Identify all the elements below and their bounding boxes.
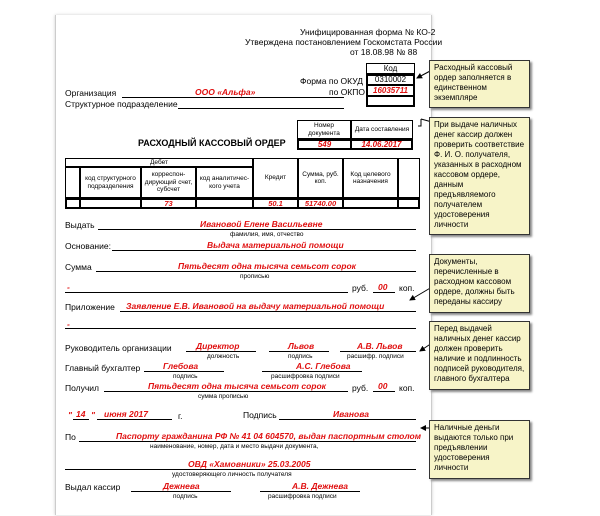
sum-label: Сумма: [65, 262, 92, 272]
date-quote-open: ": [68, 410, 73, 420]
cashier-name: А.В. Дежнева: [292, 481, 348, 491]
head-sub-name: расшифр. подписи: [347, 353, 404, 360]
col-analytic-header: код аналитичес-кого учета: [196, 167, 253, 198]
passport-sub: наименование, номер, дата и место выдачи документа,: [150, 443, 319, 450]
sum-words: Пятьдесят одна тысяча семьсот сорок: [178, 261, 356, 271]
received-label: Получил: [65, 383, 99, 393]
head-sign: Львов: [288, 341, 315, 351]
sign-label: Подпись: [243, 410, 277, 420]
sign-value: Иванова: [333, 409, 369, 419]
accountant-sign: Глебова: [163, 361, 199, 371]
date-quote-close: ": [91, 410, 96, 420]
passport-value: Паспорту гражданина РФ № 41 04 604570, выдан паспортным столом: [116, 431, 422, 441]
credit-value: 50.1: [253, 198, 298, 209]
issue-label: Выдать: [65, 220, 95, 230]
note-signatures: Перед выдачей наличных денег кассир должен проверить наличие и подлинность подписей руководителя, главного бухгалтера: [429, 321, 530, 390]
corr-account-value: 73: [141, 198, 196, 209]
form-header-line1: Унифицированная форма № КО-2: [300, 27, 436, 37]
cashier-label: Выдал кассир: [65, 482, 121, 492]
org-label: Организация: [65, 88, 117, 98]
col-credit-header: Кредит: [253, 158, 298, 198]
col-sum-header: Сумма, руб. коп.: [298, 158, 343, 198]
basis-value: Выдача материальной помощи: [207, 240, 344, 250]
note-check-identity: При выдаче наличных денег кассир должен проверить соответствие Ф. И. О. получателя, указанных в расходном кассовом ордере, данным предъявляемого получателем удостоверения личности: [429, 117, 530, 235]
okpo-value: 16035711: [366, 85, 415, 96]
date-year-suffix: г.: [178, 411, 183, 421]
attach-dash: -: [67, 319, 70, 329]
sum-kop-value: 00: [378, 282, 388, 292]
note-documents: Документы, перечисленные в расходном кассовом ордере, должны быть переданы кассиру: [429, 254, 530, 313]
doc-num-value: 549: [297, 139, 351, 150]
accountant-name: А.С. Глебова: [296, 361, 351, 371]
accountant-sub-sign: подпись: [173, 373, 198, 380]
okud-value: 0310002: [366, 74, 415, 85]
sum-sub: прописью: [240, 273, 270, 280]
passport-label: По: [65, 432, 76, 442]
received-rub: руб.: [352, 383, 369, 393]
okpo-label: по ОКПО: [329, 87, 365, 97]
head-sub-sign: подпись: [288, 353, 313, 360]
received-sub: сумма прописью: [198, 393, 249, 400]
passport-sub2: удостоверяющего личность получателя: [172, 471, 292, 478]
col-corr-header: корреспон-дирующий счет, субсчет: [141, 167, 196, 198]
col-target-header: Код целевого назначения: [343, 158, 398, 198]
col-struct-header: код структурного подразделения: [80, 167, 141, 198]
received-value: Пятьдесят одна тысяча семьсот сорок: [148, 381, 326, 391]
cashier-sign: Дежнева: [163, 481, 200, 491]
received-kop: коп.: [399, 383, 415, 393]
cashier-sub-sign: подпись: [173, 493, 198, 500]
org-value: ООО «Альфа»: [195, 87, 256, 97]
form-header-line2: Утверждена постановлением Госкомстата России: [245, 37, 443, 47]
doc-num-header: Номер документа: [297, 120, 351, 139]
issue-sub: фамилия, имя, отчество: [230, 231, 304, 238]
head-name: А.В. Львов: [357, 341, 403, 351]
accountant-sub-name: расшифровка подписи: [271, 373, 340, 380]
attach-value: Заявление Е.В. Ивановой на выдачу материальной помощи: [126, 301, 385, 311]
note-single-copy: Расходный кассовый ордер заполняется в единственном экземпляре: [429, 60, 530, 108]
debet-header: Дебет: [65, 158, 253, 167]
date-day: 14: [76, 409, 86, 419]
sum-value: 51740.00: [298, 198, 343, 209]
cashier-sub-name: расшифровка подписи: [268, 493, 337, 500]
basis-label: Основание:: [65, 241, 111, 251]
head-label: Руководитель организации: [65, 343, 172, 353]
attach-label: Приложение: [65, 302, 115, 312]
accountant-label: Главный бухгалтер: [65, 363, 141, 373]
struct-label: Структурное подразделение: [65, 99, 178, 109]
doc-date-header: Дата составления: [351, 120, 413, 139]
received-kop-value: 00: [378, 381, 388, 391]
issue-value: Ивановой Елене Васильевне: [200, 219, 323, 229]
note-cash-id: Наличные деньги выдаются только при предъявлении удостоверения личности: [429, 420, 530, 479]
date-month: июня 2017: [104, 409, 148, 419]
head-sub-position: должность: [207, 353, 240, 360]
doc-date-value: 14.06.2017: [351, 139, 413, 150]
sum-dash: -: [67, 282, 70, 292]
sum-kop: коп.: [399, 283, 415, 293]
kod-header: Код: [366, 63, 415, 74]
head-position: Директор: [196, 341, 240, 351]
okud-label: Форма по ОКУД: [300, 76, 363, 86]
sum-rub: руб.: [352, 283, 369, 293]
form-header-line3: от 18.08.98 № 88: [350, 47, 418, 57]
form-title: РАСХОДНЫЙ КАССОВЫЙ ОРДЕР: [138, 138, 286, 148]
passport-value2: ОВД «Хамовники» 25.03.2005: [188, 459, 311, 469]
